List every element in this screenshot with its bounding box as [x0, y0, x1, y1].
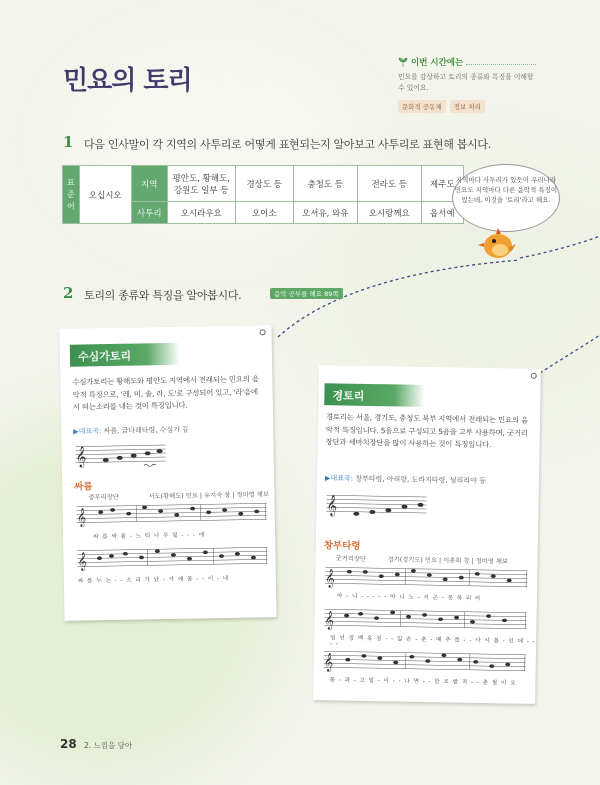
- music-staff: [325, 563, 527, 593]
- card-title: 수심가토리: [70, 343, 180, 367]
- page-title: 민요의 토리: [63, 66, 192, 96]
- rep-label: 대표곡:: [78, 427, 102, 436]
- svg-text:𝄞: 𝄞: [325, 568, 335, 588]
- question-text: 토리의 종류와 특징을 알아봅시다.: [84, 289, 242, 302]
- music-staff: [77, 499, 267, 528]
- speech-bubble: 지역마다 사투리가 있듯이 우리나라 민요도 지역마다 다른 음악적 특징이 있는데, 이것을 '토리'라고 해요.: [452, 164, 560, 232]
- suimga-tori-card: [59, 325, 276, 621]
- music-staff: [324, 605, 526, 635]
- question-number: 1: [63, 133, 74, 151]
- preview-heading: [398, 56, 536, 68]
- song-rhythm: 중무리장단: [88, 493, 119, 502]
- reference-badge[interactable]: [270, 288, 343, 299]
- song-lyrics: 아 - 니 - - - - - 아 니 노 - 지 곤 - 못 하 리 라: [336, 593, 482, 602]
- svg-text:𝄞: 𝄞: [76, 507, 87, 527]
- svg-text:𝄞: 𝄞: [324, 610, 335, 630]
- standard-label: 표 준 어: [63, 166, 80, 224]
- song-lyrics: 얼 넌 정 백 옥 설 - - 일 손 - 춘 - 때 추 를 - - 사 시 봄 - 인 데 - - - -: [330, 635, 536, 648]
- reference-label: 음악 공부를 해요: [274, 290, 323, 298]
- region-cell: 전라도 등: [357, 166, 421, 202]
- region-cell: 경상도 등: [235, 166, 293, 202]
- lesson-preview: [398, 56, 536, 113]
- svg-text:𝄞: 𝄞: [326, 495, 338, 517]
- svg-text:𝄞: 𝄞: [75, 446, 87, 468]
- page-number: 28: [60, 737, 77, 751]
- pin-icon: [531, 373, 537, 379]
- pin-icon: [260, 329, 266, 335]
- scale-staff: [326, 489, 427, 521]
- standard-value: 오십시오: [79, 166, 131, 224]
- dialect-cell: 오시랑께요: [357, 202, 421, 224]
- song-credit: 경기(경기도) 민요 | 이춘희 창 | 정미영 채보: [387, 556, 509, 566]
- gyeong-tori-card: [313, 365, 541, 704]
- song-credit: 서도(황해도) 민요 | 유지숙 창 | 정미영 채보: [148, 491, 269, 501]
- divider: [466, 60, 536, 65]
- dialect-cell: 오시라우요: [167, 202, 235, 224]
- song-title: 싸름: [74, 481, 93, 493]
- region-cell: 평안도, 황해도, 강원도 일부 등: [167, 166, 235, 202]
- svg-text:𝄞: 𝄞: [323, 652, 334, 672]
- bird-character-icon: [478, 224, 518, 260]
- region-cell: 충청도 등: [293, 166, 357, 202]
- song-lyrics: 꽃 - 과 - 고 밑 - 이 - - 나 면 - - 한 조 밭 적 - - 춘 절 이 요: [329, 677, 517, 687]
- dialect-table: [62, 165, 464, 224]
- competency-tag: 정보 처리: [450, 100, 485, 113]
- rep-songs: 창부타령, 아리랑, 도라지타령, 늴리리야 등: [355, 474, 486, 486]
- dialect-cell: 오이소: [235, 202, 293, 224]
- song-rhythm: 굿거리장단: [335, 555, 367, 563]
- svg-text:𝄞: 𝄞: [77, 551, 88, 571]
- rep-songs: 싸름, 금다래타령, 수심가 등: [103, 425, 190, 436]
- song-lyrics: 싸 름 싸 름 - 느 티 나 무 밑 - - - 에: [93, 532, 206, 541]
- card-title: 경토리: [324, 383, 424, 407]
- sprout-icon: [398, 57, 408, 67]
- question-text: 다음 인사말이 각 지역의 사투리로 어떻게 표현되는지 알아보고 사투리로 표현해 봅시다.: [84, 138, 491, 151]
- song-lyrics: 싸 름 누 는 - - 소 리 가 났 - 가 예 좀 - - 이 - 네: [77, 575, 230, 585]
- song-title: 창부타령: [323, 540, 361, 552]
- dialect-cell: 옵서예: [421, 202, 463, 224]
- scale-staff: [75, 439, 166, 471]
- dialect-cell: 오셔유, 와유: [293, 202, 357, 224]
- dialect-header: 사투리: [131, 202, 167, 224]
- preview-text: 민요를 감상하고 토리의 종류와 특징을 이해할 수 있어요.: [398, 73, 534, 92]
- representative-songs: ▶대표곡: 창부타령, 아리랑, 도라지타령, 늴리리야 등: [324, 474, 486, 486]
- competency-tag: 문화적 공동체: [398, 100, 446, 113]
- region-cell: 제주도: [421, 166, 463, 202]
- preview-heading-text: 이번 시간에는: [411, 58, 464, 68]
- reference-page: 89쪽: [324, 290, 339, 298]
- region-header: 지역: [131, 166, 167, 202]
- rep-label: 대표곡:: [330, 474, 354, 483]
- question-number: 2: [63, 284, 74, 302]
- card-description: 수심가토리는 황해도와 평안도 지역에서 전래되는 민요의 음악적 특징으로, '레, 미, 솔, 라, 도'로 구성되어 있고, '라'음에서 떠는소리를 내는 것이 특징입니다.: [72, 374, 259, 412]
- card-description: 경토리는 서울, 경기도, 충청도 북부 지역에서 전래되는 민요의 음악적 특징입니다. 5음으로 구성되고 5음을 고루 사용하며, 굿거리장단과 세마치장단을 많이 사용하는 것이 특징입니다.: [325, 412, 529, 450]
- music-staff: [324, 647, 526, 677]
- chapter-title: 2. 느낌을 담아: [84, 741, 133, 750]
- representative-songs: ▶대표곡: 싸름, 금다래타령, 수심가 등: [73, 425, 190, 436]
- music-staff: [77, 543, 267, 572]
